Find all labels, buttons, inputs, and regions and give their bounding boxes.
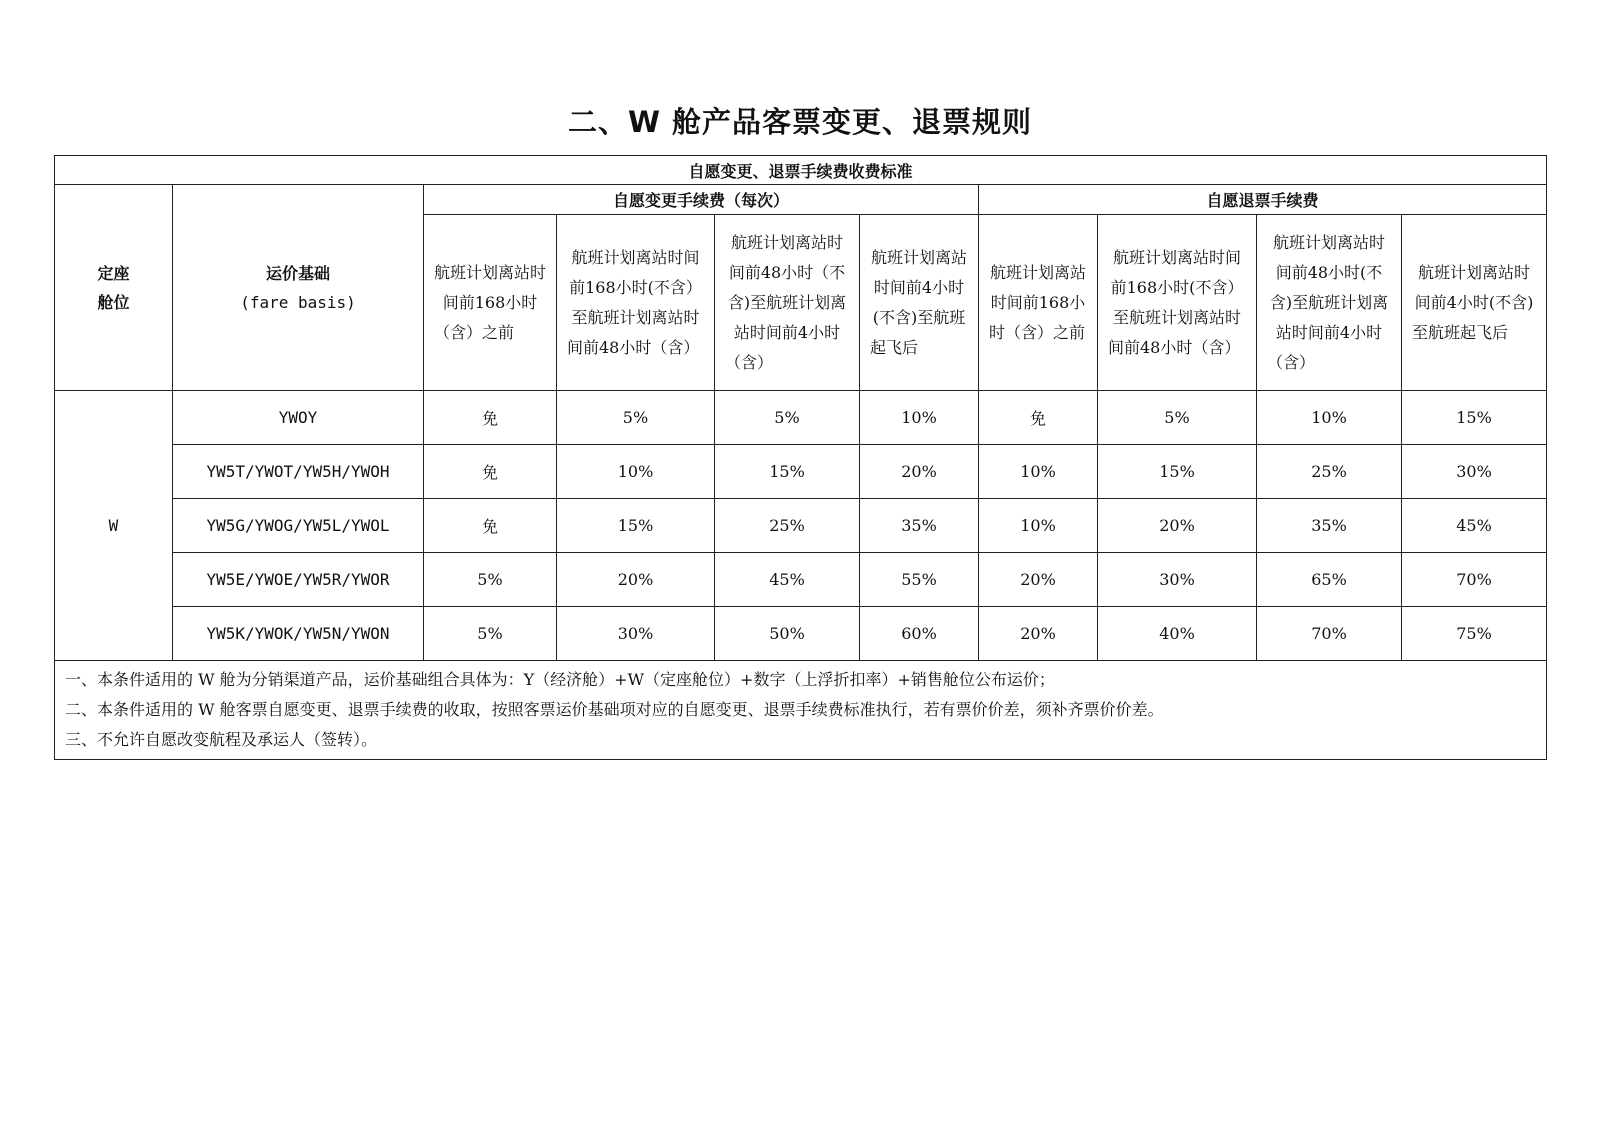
table-row [55, 445, 1547, 499]
refund-fee-cell: 70% [1257, 607, 1402, 661]
change-fee-cell: 30% [557, 607, 715, 661]
refund-fee-cell: 15% [1402, 391, 1547, 445]
change-fee-cell: 免 [424, 445, 557, 499]
refund-fee-cell: 10% [979, 445, 1098, 499]
change-header-4: 航班计划离站时间前4小时(不含)至航班起飞后 [860, 215, 979, 391]
note-item-2: 二、本条件适用的 W 舱客票自愿变更、退票手续费的收取，按照客票运价基础项对应的自愿变更、退票手续费标准执行，若有票价价差，须补齐票价价差。 [65, 700, 1164, 719]
refund-fee-cell: 30% [1098, 553, 1257, 607]
change-fee-cell: 5% [424, 553, 557, 607]
refund-fee-cell: 45% [1402, 499, 1547, 553]
refund-header-1: 航班计划离站时间前168小时（含）之前 [979, 215, 1098, 391]
change-fee-cell: 35% [860, 499, 979, 553]
refund-fee-cell: 25% [1257, 445, 1402, 499]
seat-class-header-line2: 舱位 [97, 292, 130, 312]
fare-basis-cell: YWOY [173, 391, 424, 445]
change-header-3: 航班计划离站时间前48小时（不含)至航班计划离站时间前4小时（含） [715, 215, 860, 391]
fare-basis-header-line2: (fare basis) [240, 292, 356, 312]
table-row [55, 499, 1547, 553]
refund-fee-cell: 35% [1257, 499, 1402, 553]
refund-fee-cell: 70% [1402, 553, 1547, 607]
refund-fee-cell: 65% [1257, 553, 1402, 607]
change-fee-cell: 10% [860, 391, 979, 445]
refund-fee-cell: 20% [979, 553, 1098, 607]
note-item-3: 三、不允许自愿改变航程及承运人（签转）。 [65, 730, 378, 749]
change-fee-cell: 5% [424, 607, 557, 661]
change-fee-cell: 60% [860, 607, 979, 661]
fare-basis-cell: YW5E/YWOE/YW5R/YWOR [173, 553, 424, 607]
change-header-2: 航班计划离站时间前168小时(不含）至航班计划离站时间前48小时（含） [557, 215, 715, 391]
change-header-1: 航班计划离站时间前168小时（含）之前 [424, 215, 557, 391]
refund-header-4: 航班计划离站时间前4小时(不含)至航班起飞后 [1402, 215, 1547, 391]
table-row [55, 553, 1547, 607]
change-fee-cell: 5% [715, 391, 860, 445]
refund-fee-cell: 30% [1402, 445, 1547, 499]
refund-header-3: 航班计划离站时间前48小时(不含)至航班计划离站时间前4小时（含） [1257, 215, 1402, 391]
change-fee-cell: 15% [557, 499, 715, 553]
change-fee-cell: 20% [557, 553, 715, 607]
change-fee-cell: 10% [557, 445, 715, 499]
fare-basis-cell: YW5G/YWOG/YW5L/YWOL [173, 499, 424, 553]
table-row [55, 607, 1547, 661]
seat-class-cell: W [55, 391, 173, 661]
fare-basis-header [173, 185, 424, 391]
table-caption: 自愿变更、退票手续费收费标准 [55, 156, 1547, 185]
change-fee-cell: 20% [860, 445, 979, 499]
change-fee-cell: 50% [715, 607, 860, 661]
change-fee-cell: 免 [424, 391, 557, 445]
change-fee-cell: 25% [715, 499, 860, 553]
change-fee-cell: 免 [424, 499, 557, 553]
seat-class-header-line1: 定座 [97, 263, 130, 283]
refund-fee-cell: 免 [979, 391, 1098, 445]
change-fee-cell: 15% [715, 445, 860, 499]
refund-fee-cell: 5% [1098, 391, 1257, 445]
table-row [55, 391, 1547, 445]
refund-header-2: 航班计划离站时间前168小时(不含）至航班计划离站时间前48小时（含） [1098, 215, 1257, 391]
refund-fee-cell: 20% [1098, 499, 1257, 553]
change-fee-group-header: 自愿变更手续费（每次） [424, 185, 979, 215]
fare-basis-header-line1: 运价基础 [265, 263, 330, 283]
refund-fee-group-header: 自愿退票手续费 [979, 185, 1547, 215]
refund-fee-cell: 40% [1098, 607, 1257, 661]
note-item-1: 一、本条件适用的 W 舱为分销渠道产品，运价基础组合具体为：Y（经济舱）+W（定座舱位）+数字（上浮折扣率）+销售舱位公布运价； [65, 670, 1055, 689]
refund-fee-cell: 75% [1402, 607, 1547, 661]
refund-fee-cell: 15% [1098, 445, 1257, 499]
page-title: 二、W 舱产品客票变更、退票规则 [567, 105, 1033, 139]
fare-basis-cell: YW5K/YWOK/YW5N/YWON [173, 607, 424, 661]
change-fee-cell: 55% [860, 553, 979, 607]
refund-fee-cell: 10% [1257, 391, 1402, 445]
refund-fee-cell: 20% [979, 607, 1098, 661]
change-fee-cell: 5% [557, 391, 715, 445]
refund-fee-cell: 10% [979, 499, 1098, 553]
seat-class-header [55, 185, 173, 391]
fee-rules-table [54, 155, 1547, 760]
notes-section [55, 661, 1547, 760]
fare-basis-cell: YW5T/YWOT/YW5H/YWOH [173, 445, 424, 499]
change-fee-cell: 45% [715, 553, 860, 607]
